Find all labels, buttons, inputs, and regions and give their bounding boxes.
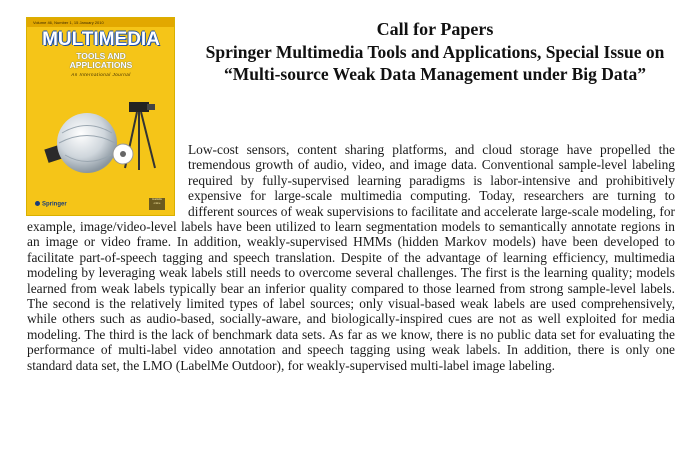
cover-volume-line: Volume 46, Number 1, 15 January 2010 (27, 18, 174, 27)
special-issue-title: Springer Multimedia Tools and Applications, Special Issue on “Multi-source Weak Data Management under Big Data” (205, 42, 665, 84)
body-paragraph-container (27, 142, 675, 373)
cover-subtitle-line1: TOOLS AND (76, 51, 126, 61)
cover-wrap-spacer (27, 142, 188, 218)
body-paragraph: Low-cost sensors, content sharing platforms, and cloud storage have propelled the tremendous growth of audio, video, and image data. Conventional sample-level labeling required by fully-supervised learning paradigms is labor-intensive and prohibitively expensive for large-scale multimedia computing. Today, researchers are turning to different sources of weak supervisions to facilitate and accelerate large-scale modeling, for example, image/video-level labels have been utilized to learn segmentation models to semantically annotate regions in an image or video frame. In addition, weakly-supervised HMMs (hidden Markov models) have been developed to facilitate part-of-speech tagging and speech translation. Despite of the advantage of learning efficiency, multimedia modeling by leveraging weak labels still needs to overcome several challenges. The first is the learning quality; models learned from weak labels typically bear an inferior quality compared to those learned from strong sample-level labels. The second is the relatively limited types of label sources; only visual-based weak labels are used comprehensively, while others such as audio-based, socially-aware, and biologically-inspired cues are not as well exploited for media modeling. The third is the lack of benchmark data sets. As far as we know, there is no public data set for evaluating the performance of multi-label video annotation and speech tagging using weak labels. In addition, there is only one standard data set, the LMO (LabelMe Outdoor), for weakly-supervised multi-label image labeling. (27, 142, 675, 373)
cover-publisher-label: Springer (42, 201, 67, 208)
cover-badge: Available online (149, 198, 165, 210)
page-title: Call for Papers (376, 19, 494, 39)
cover-subtitle-line2: APPLICATIONS (69, 60, 133, 70)
cover-title: MULTIMEDIA (42, 29, 160, 50)
cover-tagline: An International Journal (71, 72, 131, 77)
